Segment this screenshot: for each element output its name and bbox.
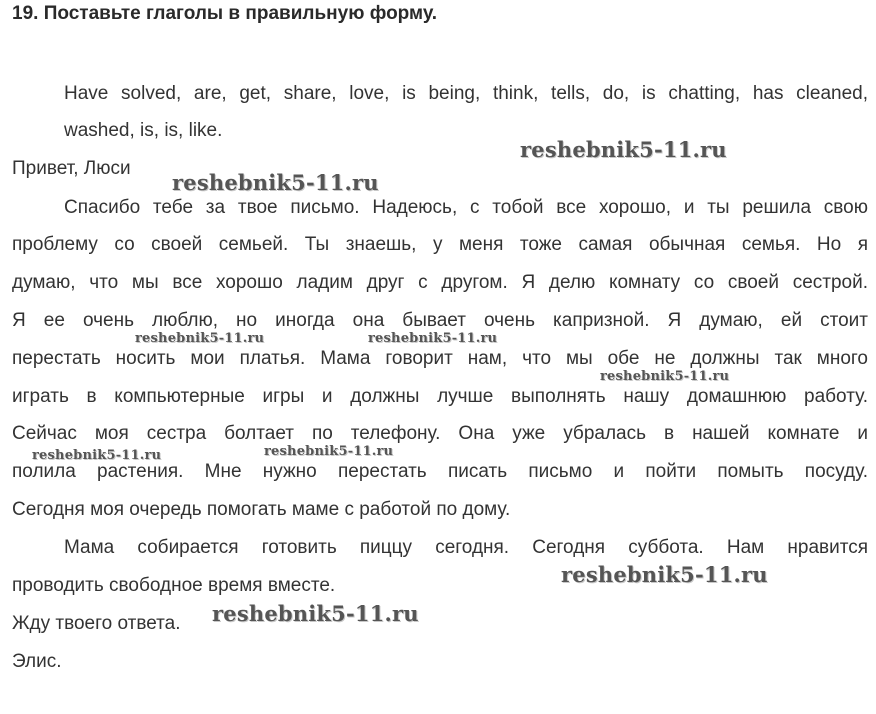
letter-paragraph-1-line: перестать носить мои платья. Мама говорит нам, что мы обе не должны так много	[12, 348, 868, 369]
letter-paragraph-1-line: играть в компьютерные игры и должны лучше выполнять нашу домашнюю работу.	[12, 386, 868, 407]
letter-paragraph-1-line: Сейчас моя сестра болтает по телефону. Она уже убралась в нашей комнате и	[12, 423, 868, 444]
watermark: reshebnik5-11.ru	[600, 369, 730, 384]
watermark: reshebnik5-11.ru	[561, 562, 768, 587]
letter-paragraph-1-line: думаю, что мы все хорошо ладим друг с другом. Я делю комнату со своей сестрой.	[12, 272, 868, 293]
answer-line-1: Have solved, are, get, share, love, is being, think, tells, do, is chatting, has cleaned,	[64, 83, 868, 104]
watermark: reshebnik5-11.ru	[264, 444, 394, 459]
watermark: reshebnik5-11.ru	[212, 601, 419, 626]
watermark: reshebnik5-11.ru	[32, 448, 162, 463]
letter-closing: Жду твоего ответа.	[12, 613, 181, 634]
letter-paragraph-2-line: Мама собирается готовить пиццу сегодня. Сегодня суббота. Нам нравится	[64, 537, 868, 558]
letter-paragraph-2-line: проводить свободное время вместе.	[12, 575, 336, 596]
exercise-title: 19. Поставьте глаголы в правильную форму.	[12, 3, 438, 24]
letter-paragraph-1-line: Сегодня моя очередь помогать маме с работой по дому.	[12, 499, 511, 520]
letter-paragraph-1-line: Я ее очень люблю, но иногда она бывает очень капризной. Я думаю, ей стоит	[12, 310, 868, 331]
letter-paragraph-1-line: Спасибо тебе за твое письмо. Надеюсь, с тобой все хорошо, и ты решила свою	[64, 197, 868, 218]
watermark: reshebnik5-11.ru	[520, 137, 727, 162]
watermark: reshebnik5-11.ru	[135, 331, 265, 346]
letter-greeting: Привет, Люси	[12, 158, 131, 179]
watermark: reshebnik5-11.ru	[172, 170, 379, 195]
letter-signature: Элис.	[12, 651, 62, 672]
letter-paragraph-1-line: полила растения. Мне нужно перестать писать письмо и пойти помыть посуду.	[12, 461, 868, 482]
watermark: reshebnik5-11.ru	[368, 331, 498, 346]
answer-line-2: washed, is, is, like.	[64, 120, 223, 141]
letter-paragraph-1-line: проблему со своей семьей. Ты знаешь, у меня тоже самая обычная семья. Но я	[12, 234, 868, 255]
